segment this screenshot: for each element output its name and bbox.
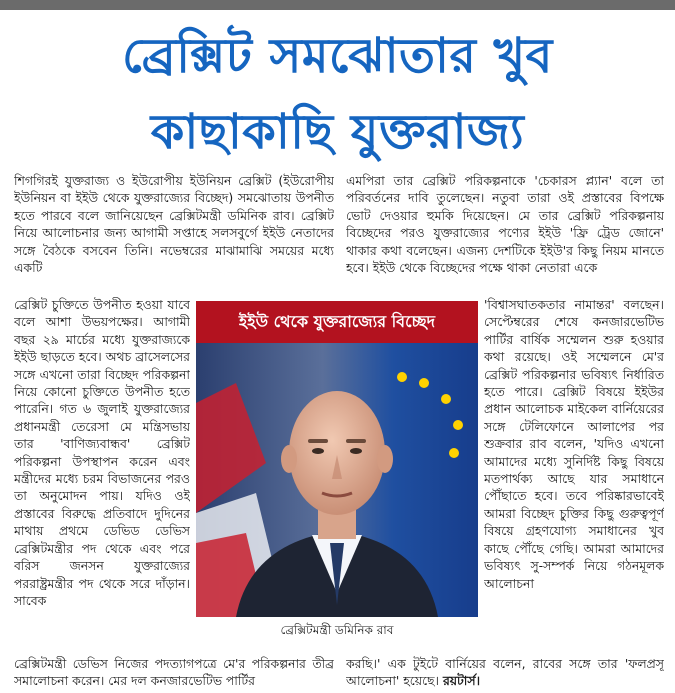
left-eye — [312, 448, 324, 454]
photo-box — [196, 301, 478, 646]
headline — [10, 18, 665, 170]
headline-line-1: ব্রেক্সিট সমঝোতার খুব — [122, 28, 553, 84]
photo-banner: ইইউ থেকে যুক্তরাজ্যের বিচ্ছেদ — [196, 301, 478, 343]
right-ear — [377, 445, 393, 473]
news-agency-credit: রয়টার্স। — [442, 673, 481, 689]
article-text-left-bottom: ব্রেক্সিটমন্ত্রী ডেভিস নিজের পদত্যাগপত্রে মে'র পরিকল্পনার তীব্র সমালোচনা করেন। মের দল কনজারভেটিভ পার্টির — [14, 656, 334, 689]
article-text-left-middle: ব্রেক্সিট চুক্তিতে উপনীত হওয়া যাবে বলে আশা উভয়পক্ষের। আগামী বছর ২৯ মার্চের মধ্যে যুক্তরাজ্যকে ইইউ ছাড়তে হবে। অথচ ব্রাসেলসের সঙ্গে এখনো তারা বিচ্ছেদ পরিকল্পনা নিয়ে কোনো চুক্তিতে উপনীত হতে পারেনি। গত ৬ জুলাই যুক্তরাজ্যের প্রধানমন্ত্রী তেরেসা মে মন্ত্রিসভায় তার 'বাণিজ্যবান্ধব' ব্রেক্সিট পরিকল্পনা উপস্থাপন করেন এবং মন্ত্রীদের মধ্যে চরম বিভাজনের পরও তা অনুমোদন পায়। যদিও ওই প্রস্তাবের বিরুদ্ধে প্রতিবাদে দুদিনের মাথায় প্রথমে ডেভিড ডেভিস ব্রেক্সিটমন্ত্রীর পদ থেকে এবং পরে বরিস জনসন যুক্তরাজ্যের পররাষ্ট্রমন্ত্রীর পদ থেকে সরে দাঁড়ান। সাবেক — [14, 297, 190, 608]
article-closing-text: করছি।' এক টুইটে বার্নিয়ের বলেন, রাবের সঙ্গে তার 'ফলপ্রসূ আলোচনা' হয়েছে। — [346, 656, 664, 689]
article-text-right-middle: 'বিশ্বাসঘাতকতার নামান্তর' বলছেন। সেপ্টেম্বরের শেষে কনজারভেটিভ পার্টির বার্ষিক সম্মেলন শুরু হওয়ার কথা রয়েছে। ওই সম্মেলনে মে'র ব্রেক্সিট পরিকল্পনার ভবিষ্যৎ নির্ধারিত হতে পারে। ব্রেক্সিট বিষয়ে ইইউর প্রধান আলোচক মাইকেল বার্নিয়েরের সঙ্গে টেলিফোনে আলাপের পর শুক্রবার রাব বলেন, 'যদিও এখনো আমাদের মধ্যে সুনির্দিষ্ট কিছু বিষয়ে মতপার্থক্য আছে যার সমাধানে পৌঁছাতে হবে। তবে পরিষ্কারভাবেই আমরা বিচ্ছেদ চুক্তির কিছু গুরুত্বপূর্ণ বিষয়ে গ্রহণযোগ্য সমাধানের খুব কাছে পৌঁছে গেছি। আমরা আমাদের ভবিষ্যৎ সু-সম্পর্ক নিয়ে গঠনমূলক আলোচনা — [484, 297, 664, 591]
left-eyebrow — [308, 439, 328, 443]
headline-line-2: কাছাকাছি যুক্তরাজ্য — [150, 104, 525, 160]
left-ear — [281, 445, 297, 473]
right-eyebrow — [346, 439, 366, 443]
portrait-illustration — [196, 343, 478, 617]
right-eye — [350, 448, 362, 454]
photo-caption: ব্রেক্সিটমন্ত্রী ডমিনিক রাব — [280, 623, 394, 637]
article-text-right-bottom — [346, 655, 664, 691]
top-rule — [0, 0, 675, 10]
article-text-left-top: শিগগিরই যুক্তরাজ্য ও ইউরোপীয় ইউনিয়ন ব্রেক্সিট (ইউরোপীয় ইউনিয়ন বা ইইউ থেকে যুক্তরাজ্যের বিচ্ছেদ) সমঝোতায় উপনীত হতে পারবে বলে জানিয়েছেন ব্রেক্সিটমন্ত্রী ডমিনিক রাব। ব্রেক্সিট নিয়ে আলোচনার জন্য আগামী সপ্তাহে সলসবুর্গে ইইউ নেতাদের সঙ্গে বৈঠকে বসবেন তিনি। নভেম্বরের মাঝামাঝি সময়ের মধ্যে একটি — [14, 173, 334, 276]
article-text-right-top: এমপিরা তার ব্রেক্সিট পরিকল্পনাকে 'চেকারস প্ল্যান' বলে তা পরিবর্তনের দাবি তুলেছেন। নতুবা তারা ওই প্রস্তাবের বিপক্ষে ভোট দেওয়ার হুমকি দিয়েছেন। মে তার ব্রেক্সিট পরিকল্পনায় বিচ্ছেদের পরও যুক্তরাজ্যের পণ্যের ইইউ 'ফ্রি ট্রেড জোনে' থাকার কথা বলেছেন। এজন্য দেশটিকে ইইউ'র কিছু নিয়ম মানতে হবে। ইইউ থেকে বিচ্ছেদের পক্ষে থাকা নেতারা একে — [346, 173, 664, 276]
portrait-photo — [196, 343, 478, 617]
